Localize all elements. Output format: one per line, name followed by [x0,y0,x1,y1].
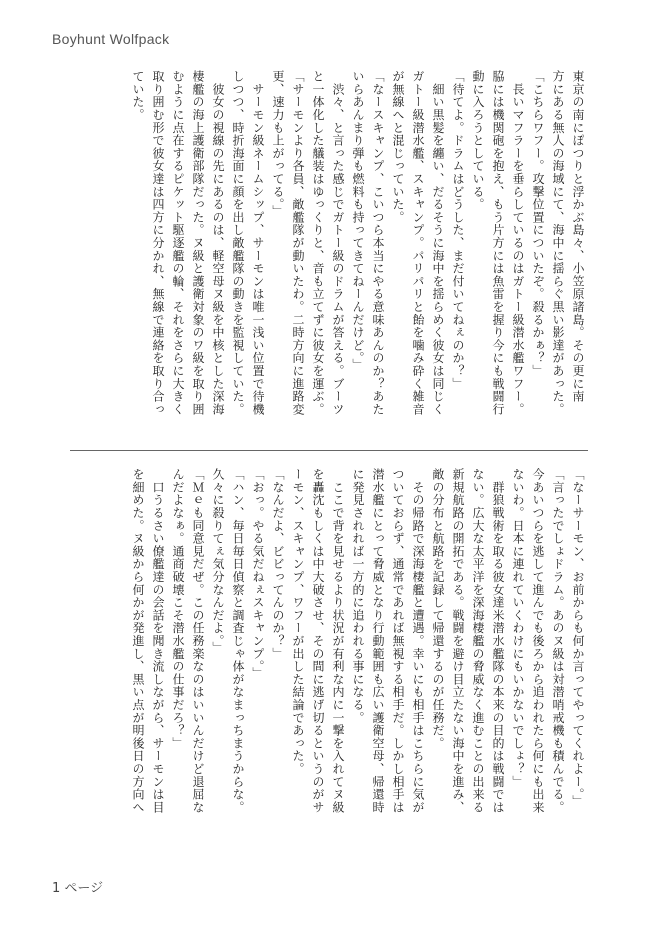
text-line: ない。広大な太平洋を深海棲艦の脅威なく進むことの出来る [471,468,485,814]
text-line: 渋々、と言った感じでガトー級のドラムが答える。ブーツ [331,70,345,416]
text-line: 潜水艦にとって脅威となり行動範囲も広い護衛空母、帰還時 [371,468,385,814]
text-line: 長いマフラーを垂らしているのはガトー級潜水艦ワフー。 [511,70,525,416]
document-title: Boyhunt Wolfpack [52,31,170,47]
text-line: 「おっ。やる気だねぇスキャンプ。」 [251,468,265,680]
text-line: 動に入ろうとしている。 [471,70,485,211]
text-line: ていた。 [131,70,145,122]
text-line: が無線へと混じっていた。 [391,70,405,224]
text-line: 「ハン、毎日毎日偵察と調査じゃ体がなまっちまうからな。 [231,468,245,814]
text-line: 「待てよ。ドラムはどうした、まだ付いてねぇのか？」 [451,70,465,390]
text-line: 脇には機関砲を抱え、もう片方には魚雷を握り今にも戦闘行 [491,70,505,416]
text-line: 今あいつらを逃して進んでも後ろから追われたら何にも出来 [531,468,545,814]
text-line: 「言ったでしょドラム。あのヌ級は対潜哨戒機も積んでる。 [551,468,565,814]
text-line: を細めた。ヌ級から何かが発進し、黒い点が明後日の方向へ [131,468,145,814]
text-line: に発見されれば一方的に追われる事になる。 [351,468,365,724]
text-line: 「なースキャンプ、こいつら本当にやる意味あんのか？あた [371,70,385,416]
text-line: 「なーサーモン、お前からも何か言ってやってくれよー。」 [571,468,585,808]
lower-text-section [70,468,588,840]
text-line: 「Ｍｅも同意見だぜ。この任務楽なのはいいんだけど退屈な [191,468,205,814]
text-line: ついておらず、通常であれば無視する相手だ。しかし相手は [391,468,405,814]
text-line: 「こちらワフー。攻撃位置についたぞ。殺るかぁ？」 [531,70,545,378]
text-line: 方にある無人の海域にて、海中に揺らぐ黒い影達があった。 [551,70,565,416]
text-line: 口うるさい僚艦達の会話を聞き流しながら、サーモンは目 [151,468,165,814]
upper-text-section [70,70,588,430]
text-line: 細い黒髪を纏い、だるそうに海中を揺らめく彼女は同じく [431,70,445,416]
text-line: 久々に殺りてぇ気分なんだよ。」 [211,468,225,654]
text-line: 「なんだよ、ビビってんのか？」 [271,468,285,660]
text-line: を轟沈もしくは中大破させ、その間に逃げ切るというのがサ [311,468,325,814]
page-number: 1 ページ [52,881,104,896]
text-line: ーモン、スキャンプ、ワフーが出した結論であった。 [291,468,305,776]
text-line: むように点在するピケット駆逐艦の輪、それをさらに大きく [171,70,185,416]
text-line: 棲艦の海上護衛部隊だった。ヌ級と護衛対象のワ級を取り囲 [191,70,205,416]
text-line: 取り囲む形で彼女達は四方に分かれ、無線で連絡を取り合っ [151,70,165,416]
text-line: いらあんまり弾も燃料も持ってきてねーんだけど。」 [351,70,365,372]
text-line: 彼女の視線の先にあるのは、軽空母ヌ級を中核とした深海 [211,70,225,416]
text-line: ここで背を見せるより状況が有利な内に一撃を入れてヌ級 [331,468,345,814]
text-line: んだよなぁ。通商破壊こそ潜水艦の仕事だろ？」 [171,468,185,750]
text-line: サーモン級ネームシップ、サーモンは唯一浅い位置で待機 [251,70,265,416]
text-line: ないわ。日本に連れていくわけにもいかないでしょ？」 [511,468,525,788]
text-line: 更、速力も上がってる。」 [271,70,285,218]
section-divider [70,450,588,451]
text-line: ガトー級潜水艦、スキャンプ。パリパリと飴を噛み砕く雑音 [411,70,425,416]
text-line: と一体化した艤装はゆっくりと、音も立てずに彼女を運ぶ。 [311,70,325,416]
text-line: 新規航路の開拓である。戦闘を避け目立たない海中を進み、 [451,468,465,814]
text-line: 東京の南にぽつりと浮かぶ島々、小笠原諸島。その更に南 [571,70,585,403]
text-line: 群狼戦術を取る彼女達米潜水艦隊の本来の目的は戦闘では [491,468,505,814]
text-line: その帰路で深海棲艦と遭遇。幸いにも相手はこちらに気が [411,468,425,814]
text-line: しつつ、時折海面に顔を出し敵艦隊の動きを監視していた。 [231,70,245,416]
text-line: 敵の分布と航路を記録して帰還するのが任務だ。 [431,468,445,750]
text-line: 「サーモンより各員、敵艦隊が動いたわ。二時方向に進路変 [291,70,305,416]
